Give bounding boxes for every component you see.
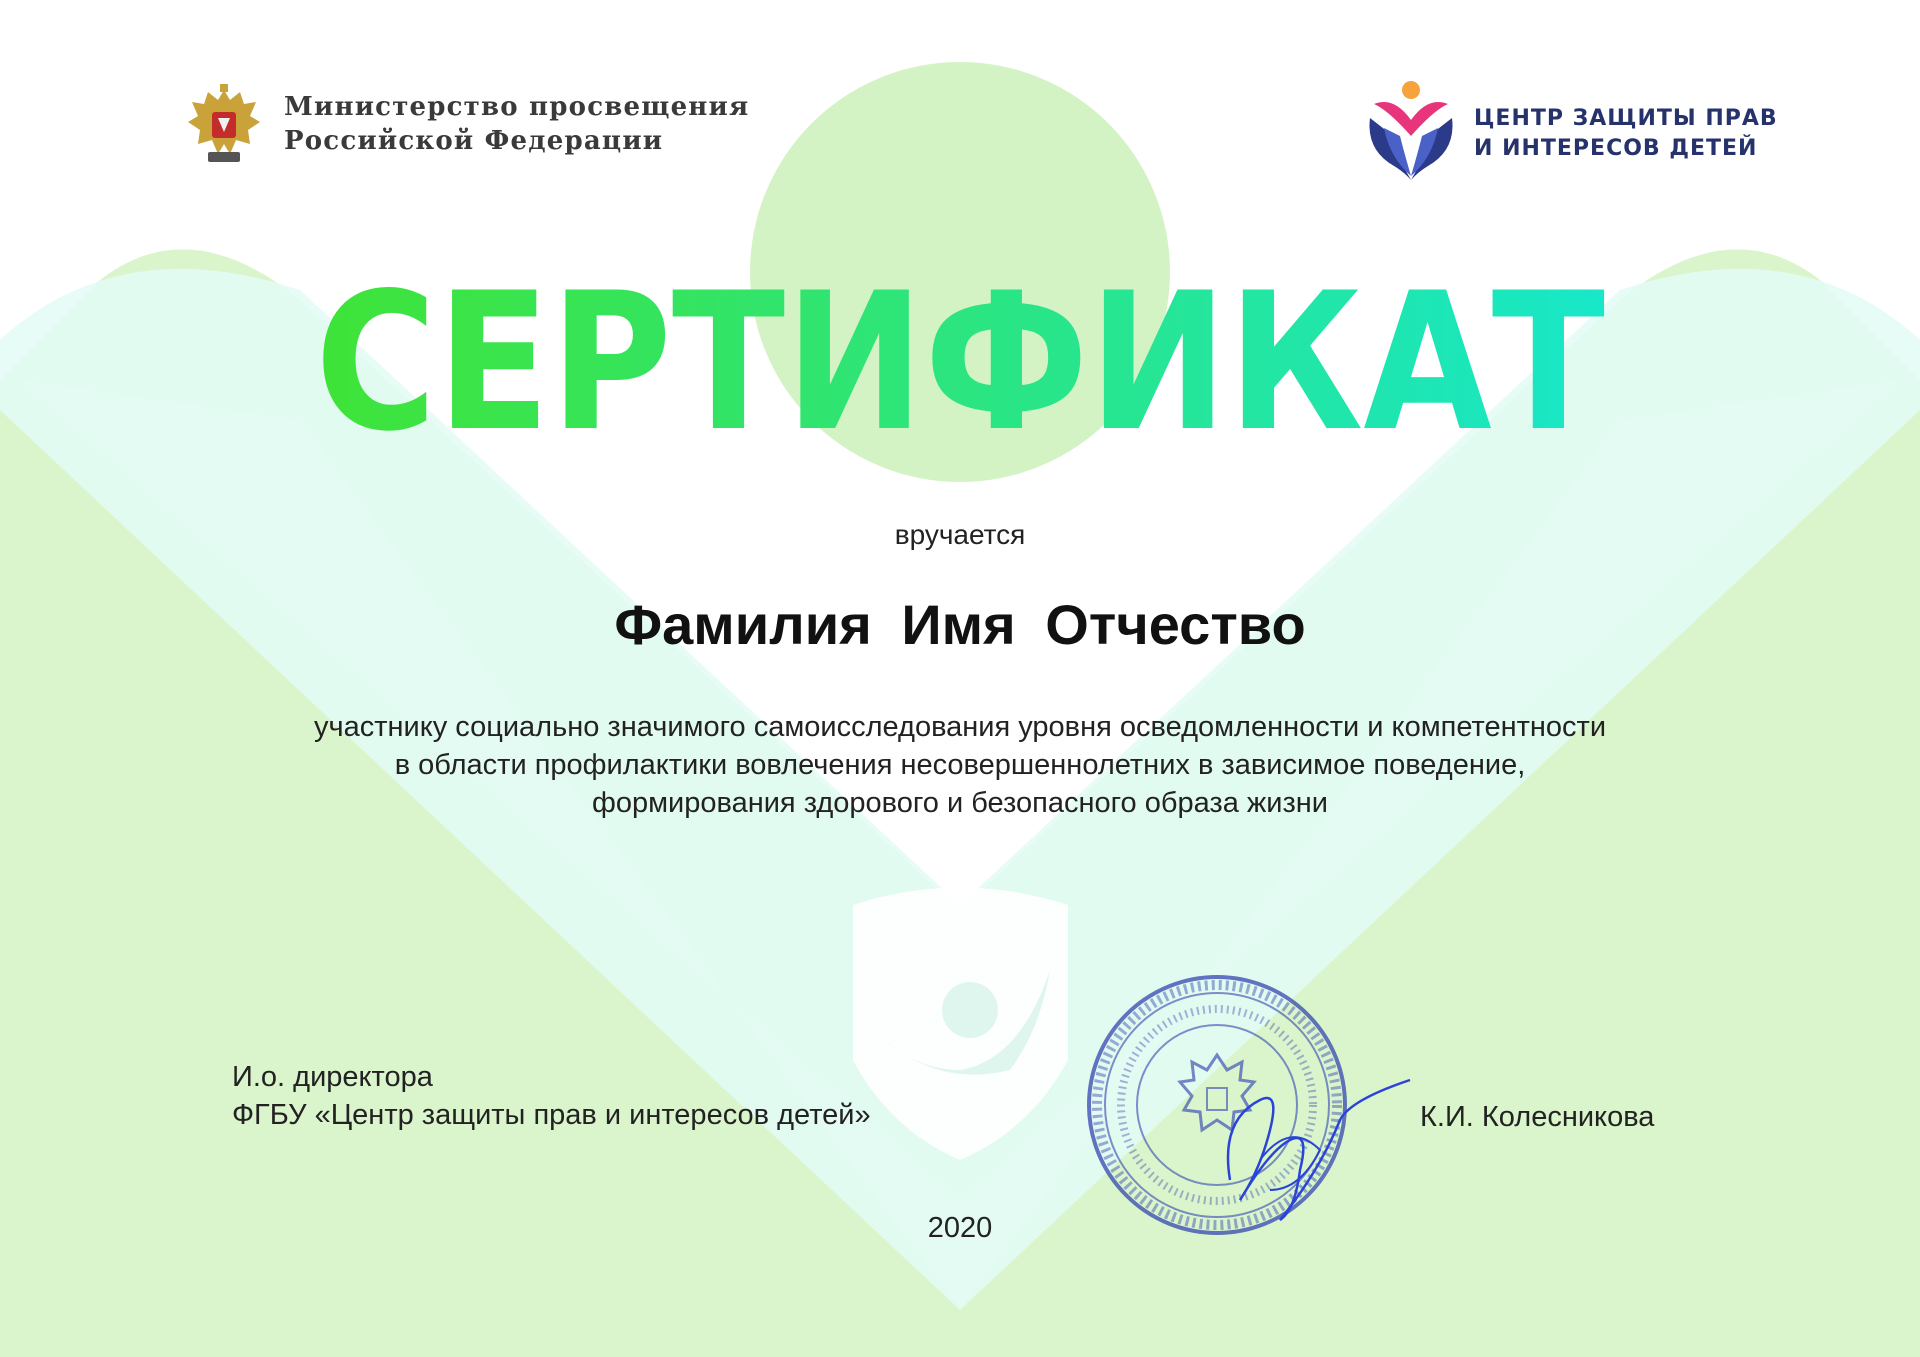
center-name-line2: И ИНТЕРЕСОВ ДЕТЕЙ	[1474, 136, 1758, 161]
ministry-name-line1: Министерство просвещения	[284, 92, 750, 122]
signatory-position-line2: ФГБУ «Центр защиты прав и интересов детей»	[232, 1099, 871, 1131]
description-line: участнику социально значимого самоисследования уровня осведомленности и компетентности	[313, 711, 1607, 743]
certificate-description	[0, 708, 1920, 822]
recipient-name: Фамилия Имя Отчество	[614, 593, 1306, 656]
signature	[1200, 1060, 1420, 1230]
ministry-logo	[184, 82, 824, 172]
description-line: формирования здорового и безопасного образа жизни	[592, 787, 1328, 819]
russian-eagle-emblem-icon	[184, 82, 264, 166]
center-logo	[1364, 80, 1784, 190]
signatory-position	[232, 1058, 871, 1134]
hands-heart-logo-icon	[1364, 80, 1458, 184]
center-name	[1474, 104, 1778, 164]
certificate-year: 2020	[927, 1212, 993, 1244]
certificate-title-text: СЕРТИФИКАТ	[315, 252, 1605, 473]
signatory-position-line1: И.о. директора	[232, 1061, 433, 1093]
ministry-name-line2: Российской Федерации	[284, 126, 664, 156]
presented-label: вручается	[894, 519, 1026, 550]
description-line: в области профилактики вовлечения несовершеннолетних в зависимое поведение,	[394, 749, 1526, 781]
center-name-line1: ЦЕНТР ЗАЩИТЫ ПРАВ	[1474, 106, 1778, 131]
signatory-name: К.И. Колесникова	[1420, 1101, 1655, 1133]
certificate-title	[300, 252, 1620, 473]
ministry-name	[284, 90, 749, 158]
